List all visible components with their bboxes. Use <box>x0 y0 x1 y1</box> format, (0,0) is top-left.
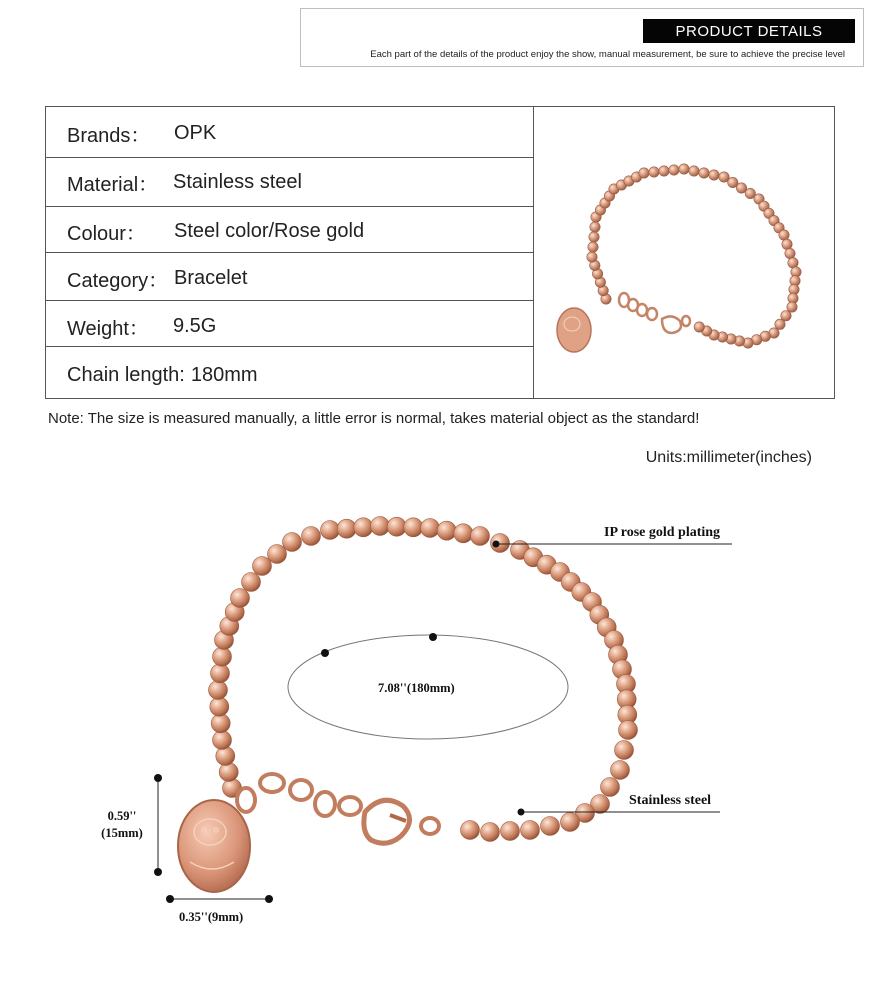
bead <box>521 821 540 840</box>
bead <box>679 164 689 174</box>
pendant-height-inches: 0.59'' <box>107 809 137 823</box>
bead <box>590 222 600 232</box>
row-divider <box>46 346 533 347</box>
bead <box>589 232 599 242</box>
chain-length-label: 7.08''(180mm) <box>378 681 455 695</box>
bead <box>371 517 390 536</box>
bracelet-diagram-image <box>0 470 880 1000</box>
bead <box>601 778 620 797</box>
row-divider <box>46 252 533 253</box>
spec-label: Brands： <box>67 125 151 147</box>
bead <box>461 821 480 840</box>
spec-label: Category： <box>67 270 169 292</box>
bead <box>561 813 580 832</box>
bead <box>639 168 649 178</box>
pendant-height-mm: (15mm) <box>101 826 143 840</box>
bead <box>587 252 597 262</box>
spec-label: Weight： <box>67 318 149 340</box>
product-details-header <box>300 8 864 67</box>
bracelet-thumbnail-image <box>534 107 834 398</box>
bracelet-dimension-diagram <box>0 470 880 1000</box>
bead <box>268 545 287 564</box>
bead <box>541 817 560 836</box>
width-marker-dot <box>166 895 174 903</box>
bead <box>211 664 230 683</box>
length-marker-dot <box>321 649 329 657</box>
bead <box>779 230 789 240</box>
spec-row-chain-length <box>46 351 533 400</box>
bead <box>302 527 321 546</box>
spec-table <box>45 106 835 399</box>
bead <box>611 761 630 780</box>
plating-marker-dot <box>493 541 500 548</box>
spec-row-category <box>46 254 533 303</box>
bead <box>242 573 261 592</box>
bead <box>782 239 792 249</box>
spec-rows <box>46 107 533 398</box>
spec-label: Material： <box>67 174 159 196</box>
product-details-subtitle: Each part of the details of the product enjoy the show, manual measurement, be sure to achieve the precise level <box>370 49 845 60</box>
measurement-note: Note: The size is measured manually, a little error is normal, takes material object as the standard! <box>48 410 700 427</box>
plating-label: IP rose gold plating <box>604 525 721 540</box>
bead <box>283 533 302 552</box>
bead <box>213 647 232 666</box>
cat-pendant <box>178 800 250 892</box>
height-marker-dot <box>154 868 162 876</box>
bead <box>216 747 235 766</box>
bead <box>231 589 250 608</box>
bead <box>785 248 795 258</box>
material-marker-dot <box>518 809 525 816</box>
bead <box>788 258 798 268</box>
spec-row-weight <box>46 302 533 351</box>
bead <box>659 166 669 176</box>
bead <box>649 167 659 177</box>
bead <box>689 166 699 176</box>
bead <box>219 763 238 782</box>
bead <box>421 519 440 538</box>
bead <box>321 521 340 540</box>
spec-row-brand <box>46 109 533 158</box>
bead <box>210 697 229 716</box>
bead <box>481 823 500 842</box>
spec-label: Colour： <box>67 223 146 245</box>
bead <box>471 527 490 546</box>
bead <box>337 519 356 538</box>
bead <box>501 822 520 841</box>
bead <box>615 741 634 760</box>
bead <box>454 524 473 543</box>
spec-value: Stainless steel <box>173 171 302 193</box>
length-marker-dot <box>429 633 437 641</box>
bead <box>619 721 638 740</box>
bead <box>669 165 679 175</box>
bead <box>209 681 228 700</box>
bead <box>694 322 704 332</box>
spec-row-colour <box>46 207 533 256</box>
width-marker-dot <box>265 895 273 903</box>
row-divider <box>46 300 533 301</box>
bead <box>354 518 373 537</box>
bead <box>437 521 456 540</box>
bead <box>588 242 598 252</box>
material-label: Stainless steel <box>629 793 712 808</box>
bead <box>775 319 785 329</box>
clasp-lever <box>390 815 406 821</box>
spec-value: OPK <box>174 122 217 144</box>
bead <box>387 517 406 536</box>
height-marker-dot <box>154 774 162 782</box>
bead <box>253 557 272 576</box>
bead <box>211 714 230 733</box>
bead <box>787 302 797 312</box>
pendant-width-label: 0.35''(9mm) <box>179 910 244 924</box>
bead <box>213 731 232 750</box>
bead <box>699 168 709 178</box>
bead <box>404 518 423 537</box>
spec-value: 180mm <box>190 364 258 386</box>
spec-value: Bracelet <box>174 267 248 289</box>
spec-value: Steel color/Rose gold <box>174 220 365 242</box>
product-details-title: PRODUCT DETAILS <box>643 19 855 43</box>
units-label: Units:millimeter(inches) <box>645 449 812 466</box>
bead <box>709 170 719 180</box>
spec-label: Chain length: <box>67 364 185 386</box>
spec-value: 9.5G <box>173 315 217 337</box>
spec-row-material <box>46 158 533 207</box>
